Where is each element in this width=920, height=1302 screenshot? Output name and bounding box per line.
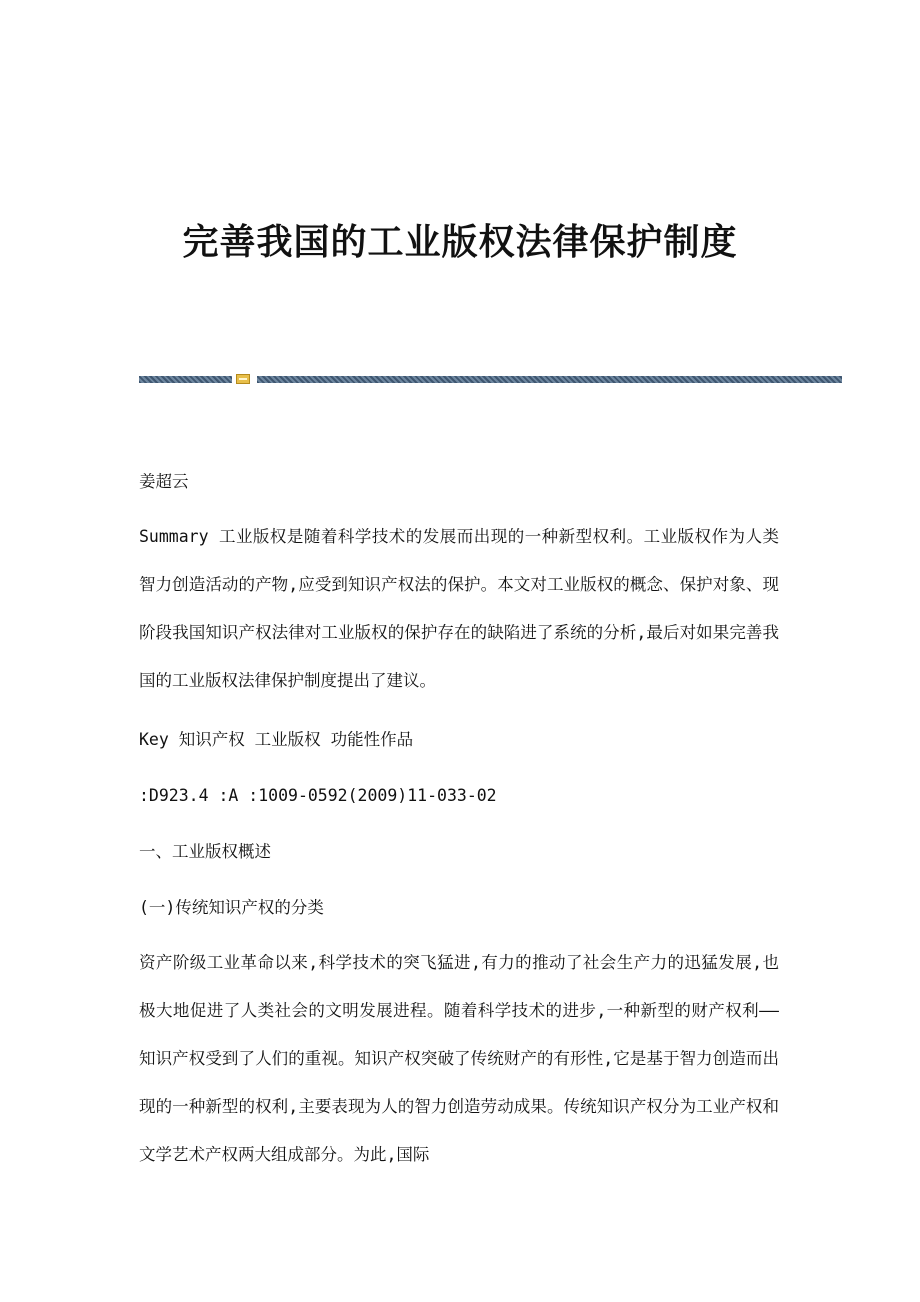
section-heading: 一、工业版权概述 — [139, 842, 271, 861]
summary-paragraph: Summary 工业版权是随着科学技术的发展而出现的一种新型权利。工业版权作为人类智力创造活动的产物,应受到知识产权法的保护。本文对工业版权的概念、保护对象、现阶段我国知识产权法律对工业版权的保护存在的缺陷进了系统的分析,最后对如果完善我国的工业版权法律保护制度提出了建议。 — [139, 527, 779, 690]
body-paragraph: 资产阶级工业革命以来,科学技术的突飞猛进,有力的推动了社会生产力的迅猛发展,也极大地促进了人类社会的文明发展进程。随着科学技术的进步,一种新型的财产权利——知识产权受到了人们的重视。知识产权突破了传统财产的有形性,它是基于智力创造而出现的一种新型的权利,主要表现为人的智力创造劳动成果。传统知识产权分为工业产权和文学艺术产权两大组成部分。为此,国际 — [139, 953, 779, 1164]
title-divider — [139, 374, 842, 384]
divider-right-segment — [257, 376, 842, 383]
author-name: 姜超云 — [139, 472, 189, 491]
subsection-heading: (一)传统知识产权的分类 — [139, 898, 324, 917]
keywords-line: Key 知识产权 工业版权 功能性作品 — [139, 730, 414, 749]
divider-left-segment — [139, 376, 232, 383]
divider-ornament-icon — [236, 374, 250, 384]
document-title: 完善我国的工业版权法律保护制度 — [182, 222, 738, 263]
classification-line: :D923.4 :A :1009-0592(2009)11-033-02 — [139, 786, 497, 805]
